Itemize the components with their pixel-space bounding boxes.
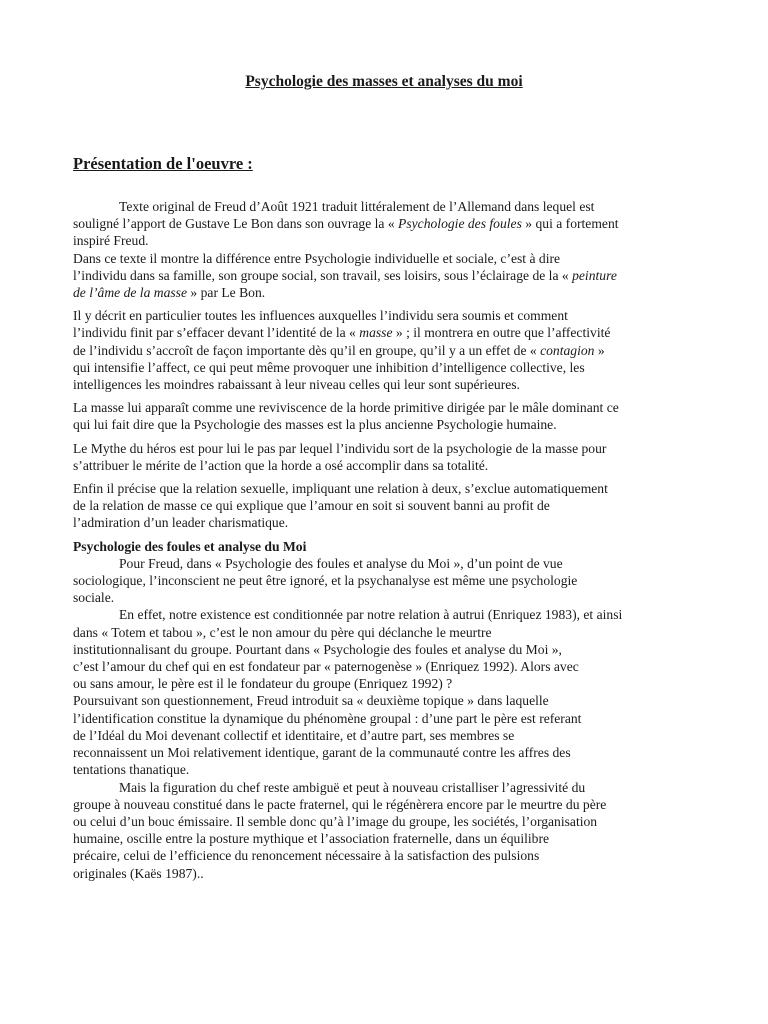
text-line: qui lui fait dire que la Psychologie des masses est la plus ancienne Psychologie humaine. — [73, 417, 557, 433]
text-line: Enfin il précise que la relation sexuelle, impliquant une relation à deux, s’exclue automatiquement — [73, 481, 608, 497]
text-line: La masse lui apparaît comme une reviviscence de la horde primitive dirigée par le mâle dominant ce — [73, 400, 619, 416]
text-line: sociale. — [73, 590, 115, 606]
text-line: tentations thanatique. — [73, 762, 190, 778]
subsection-heading: Psychologie des foules et analyse du Moi — [73, 538, 307, 554]
section-heading: Présentation de l'oeuvre : — [73, 154, 253, 173]
document-title: Psychologie des masses et analyses du moi — [245, 73, 523, 90]
document-body — [73, 198, 703, 882]
paragraph-2 — [73, 250, 703, 302]
text-line: de la relation de masse ce qui explique que l’amour en soit si souvent banni au profit de — [73, 498, 550, 514]
paragraph-5 — [73, 440, 703, 474]
text-line: l’individu finit par s’effacer devant l’identité de la « masse » ; il montrera en outre que l’affectivité — [73, 325, 611, 341]
text-line: de l’individu s’accroît de façon importante dès qu’il en groupe, qu’il y a un effet de « contagion » — [73, 342, 605, 358]
text-line: l’admiration d’un leader charismatique. — [73, 515, 289, 531]
text-line: de l’âme de la masse » par Le Bon. — [73, 285, 266, 301]
text-line: dans « Totem et tabou », c’est le non amour du père qui déclanche le meurtre — [73, 624, 492, 640]
text-line: s’attribuer le mérite de l’action que la horde a osé accomplir dans sa totalité. — [73, 457, 489, 473]
text-line: Pour Freud, dans « Psychologie des foules et analyse du Moi », d’un point de vue — [119, 555, 563, 571]
paragraph-7 — [73, 555, 703, 607]
text-line: ou celui d’un bouc émissaire. Il semble donc qu’à l’image du groupe, les sociétés, l’organisation — [73, 813, 598, 829]
paragraph-6 — [73, 480, 703, 532]
text-line: En effet, notre existence est conditionnée par notre relation à autrui (Enriquez 1983), et ainsi — [119, 607, 623, 623]
text-line: reconnaissent un Moi relativement identique, garant de la communauté contre les affres des — [73, 745, 571, 761]
text-line: de l’Idéal du Moi devenant collectif et identitaire, et d’autre part, ses membres se — [73, 727, 515, 743]
text-line: originales (Kaës 1987).. — [73, 865, 204, 881]
text-line: institutionnalisant du groupe. Pourtant dans « Psychologie des foules et analyse du Moi », — [73, 641, 562, 657]
text-line: qui intensifie l’affect, ce qui peut même provoquer une inhibition d’intelligence collective, les — [73, 359, 585, 375]
text-line: Texte original de Freud d’Août 1921 traduit littéralement de l’Allemand dans lequel est — [119, 199, 595, 214]
text-line: Poursuivant son questionnement, Freud introduit sa « deuxième topique » dans laquelle — [73, 693, 549, 709]
paragraph-8 — [73, 606, 703, 778]
paragraph-9 — [73, 779, 703, 882]
text-line: c’est l’amour du chef qui en est fondateur par « paternogenèse » (Enriquez 1992). Alors avec — [73, 659, 579, 675]
text-line: l’individu dans sa famille, son groupe social, son travail, ses loisirs, sous l’éclairage de la « peinture — [73, 267, 617, 283]
text-line: inspiré Freud. — [73, 233, 149, 249]
paragraph-1 — [73, 198, 703, 250]
text-line: intelligences les moindres rabaissant à leur niveau celles qui leur sont supérieures. — [73, 377, 520, 393]
text-line: humaine, oscille entre la posture mythique et l’association fraternelle, dans un équilibre — [73, 831, 550, 847]
text-line: sociologique, l’inconscient ne peut être ignoré, et la psychanalyse est même une psychologie — [73, 573, 578, 589]
text-line: l’identification constitue la dynamique du phénomène groupal : d’une part le père est referant — [73, 710, 582, 726]
text-line: précaire, celui de l’efficience du renoncement nécessaire à la satisfaction des pulsions — [73, 848, 540, 864]
text-line: Mais la figuration du chef reste ambiguë et peut à nouveau cristalliser l’agressivité du — [119, 779, 586, 795]
text-line: Le Mythe du héros est pour lui le pas par lequel l’individu sort de la psychologie de la masse pour — [73, 440, 607, 456]
text-line: ou sans amour, le père est il le fondateur du groupe (Enriquez 1992) ? — [73, 676, 453, 692]
text-line: groupe à nouveau constitué dans le pacte fraternel, qui le régénèrera encore par le meurtre du père — [73, 796, 607, 812]
text-line: Dans ce texte il montre la différence entre Psychologie individuelle et sociale, c’est à dire — [73, 250, 561, 266]
text-line: souligné l’apport de Gustave Le Bon dans son ouvrage la « Psychologie des foules » qui a fortement — [73, 216, 619, 232]
paragraph-4 — [73, 399, 703, 433]
text-line: Il y décrit en particulier toutes les influences auxquelles l’individu sera soumis et comment — [73, 308, 568, 324]
paragraph-3 — [73, 307, 703, 393]
